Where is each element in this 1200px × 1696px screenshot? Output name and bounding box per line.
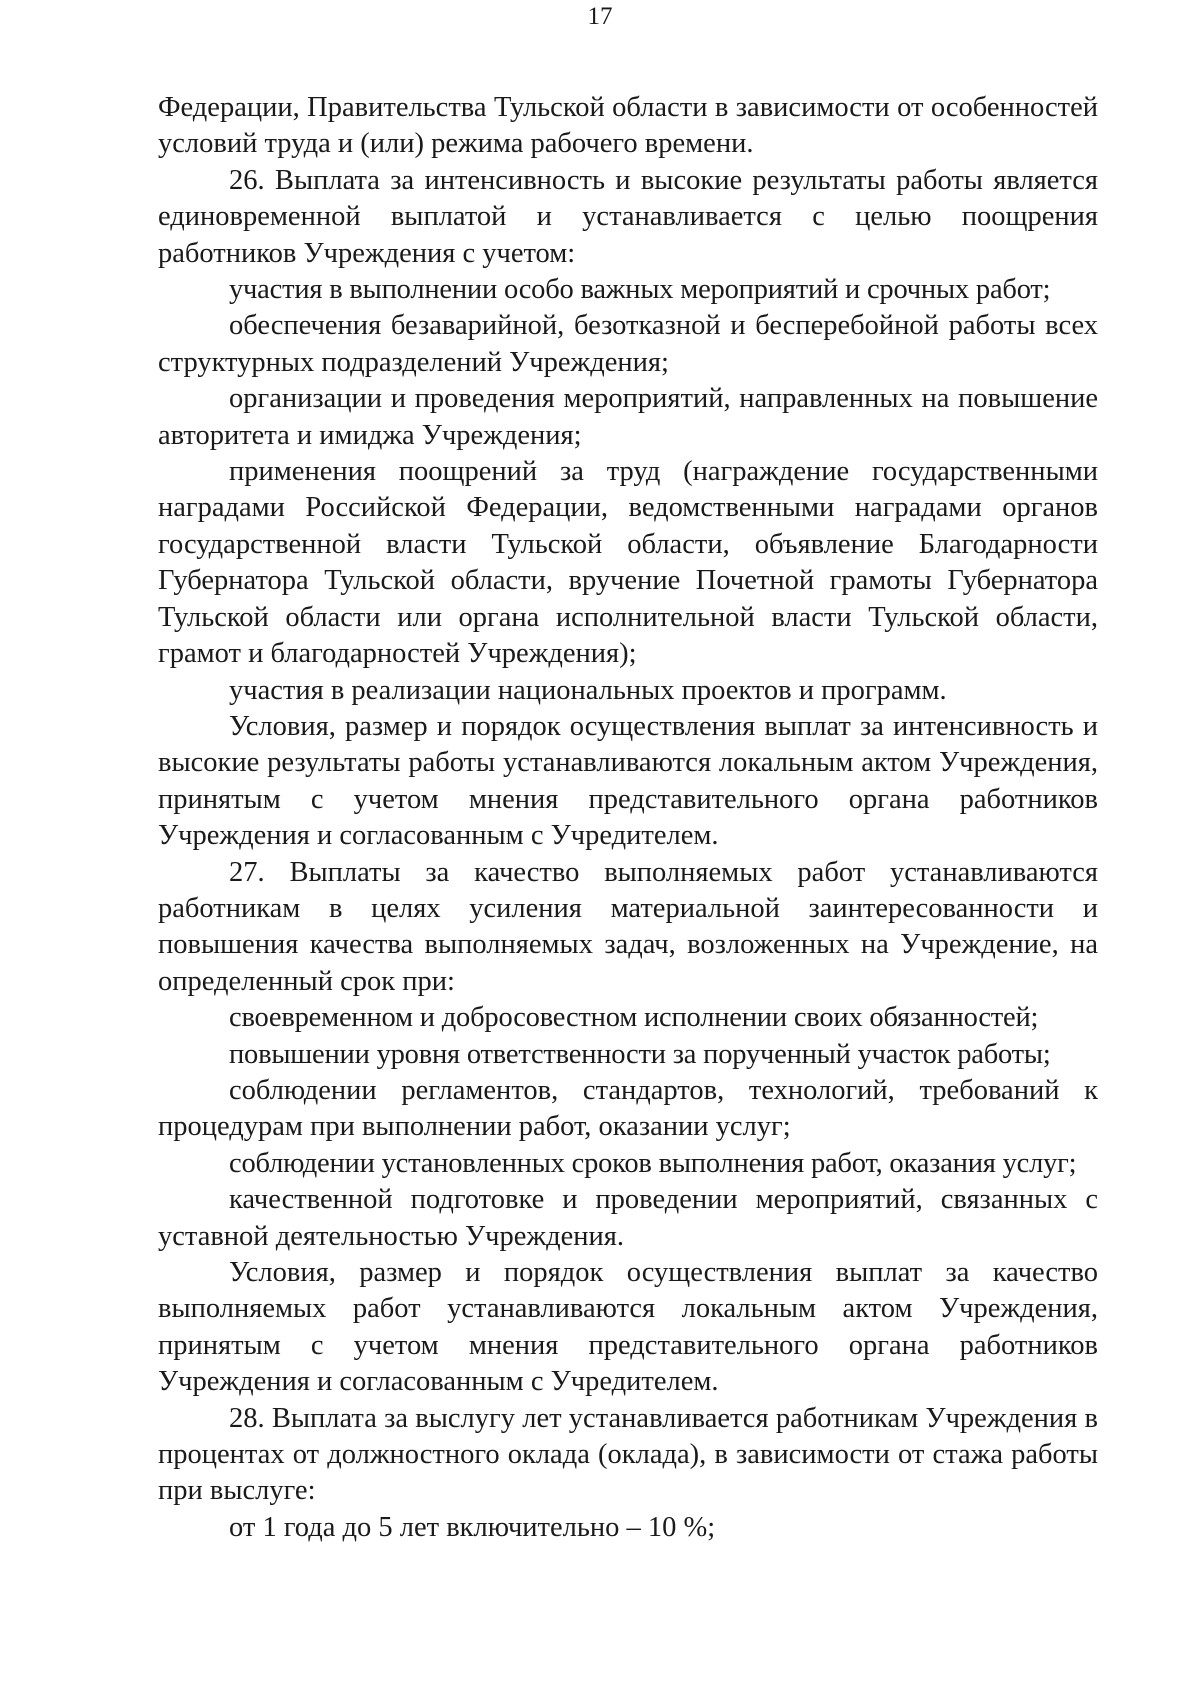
paragraph-conditions: Условия, размер и порядок осуществления выплат за качество выполняемых работ устанавливаются локальным актом Учреждения, принятым с учетом мнения представительного органа работников Учреждения и согласованным с Учредителем. — [158, 1257, 1098, 1398]
paragraph-continuation: Федерации, Правительства Тульской области в зависимости от особенностей условий труда и (или) режима рабочего времени. — [158, 92, 1098, 160]
paragraph-item-28: 28. Выплата за выслугу лет устанавливается работникам Учреждения в процентах от должностного оклада (оклада), в зависимости от стажа работы при выслуге: — [158, 1402, 1098, 1507]
paragraph-criterion: соблюдении установленных сроков выполнения работ, оказания услуг; — [229, 1147, 1077, 1179]
page-number: 17 — [587, 3, 613, 30]
paragraph-item-26: 26. Выплата за интенсивность и высокие результаты работы является единовременной выплатой и устанавливается с целью поощрения работников Учреждения с учетом: — [158, 164, 1098, 269]
paragraph-criterion: организации и проведения мероприятий, направленных на повышение авторитета и имиджа Учреждения; — [158, 383, 1098, 451]
paragraph-criterion: повышении уровня ответственности за порученный участок работы; — [229, 1038, 1051, 1070]
document-body — [158, 90, 1098, 1546]
paragraph-conditions: Условия, размер и порядок осуществления выплат за интенсивность и высокие результаты работы устанавливаются локальным актом Учреждения, принятым с учетом мнения представительного органа работников Учреждения и согласованным с Учредителем. — [158, 710, 1098, 852]
paragraph-criterion: обеспечения безаварийной, безотказной и бесперебойной работы всех структурных подразделений Учреждения; — [158, 310, 1098, 378]
paragraph-item-27: 27. Выплаты за качество выполняемых работ устанавливаются работникам в целях усиления материальной заинтересованности и повышения качества выполняемых задач, возложенных на Учреждение, на определенный срок при: — [158, 856, 1098, 997]
paragraph-criterion: своевременном и добросовестном исполнении своих обязанностей; — [229, 1002, 1039, 1034]
paragraph-seniority-rate: от 1 года до 5 лет включительно – 10 %; — [229, 1511, 716, 1543]
paragraph-criterion: качественной подготовке и проведении мероприятий, связанных с уставной деятельностью Учреждения. — [158, 1184, 1098, 1252]
paragraph-criterion: соблюдении регламентов, стандартов, технологий, требований к процедурам при выполнении работ, оказании услуг; — [158, 1074, 1098, 1143]
paragraph-criterion: участия в выполнении особо важных мероприятий и срочных работ; — [229, 274, 1051, 306]
paragraph-criterion: применения поощрений за труд (награждение государственными наградами Российской Федерации, ведомственными наградами органов государственной власти Тульской области, объявление Благодарности Губернатора Тульской области, вручение Почетной грамоты Губернатора Тульской области или органа исполнительной власти Тульской области, грамот и благодарностей Учреждения); — [158, 456, 1098, 670]
paragraph-criterion: участия в реализации национальных проектов и программ. — [229, 674, 947, 706]
